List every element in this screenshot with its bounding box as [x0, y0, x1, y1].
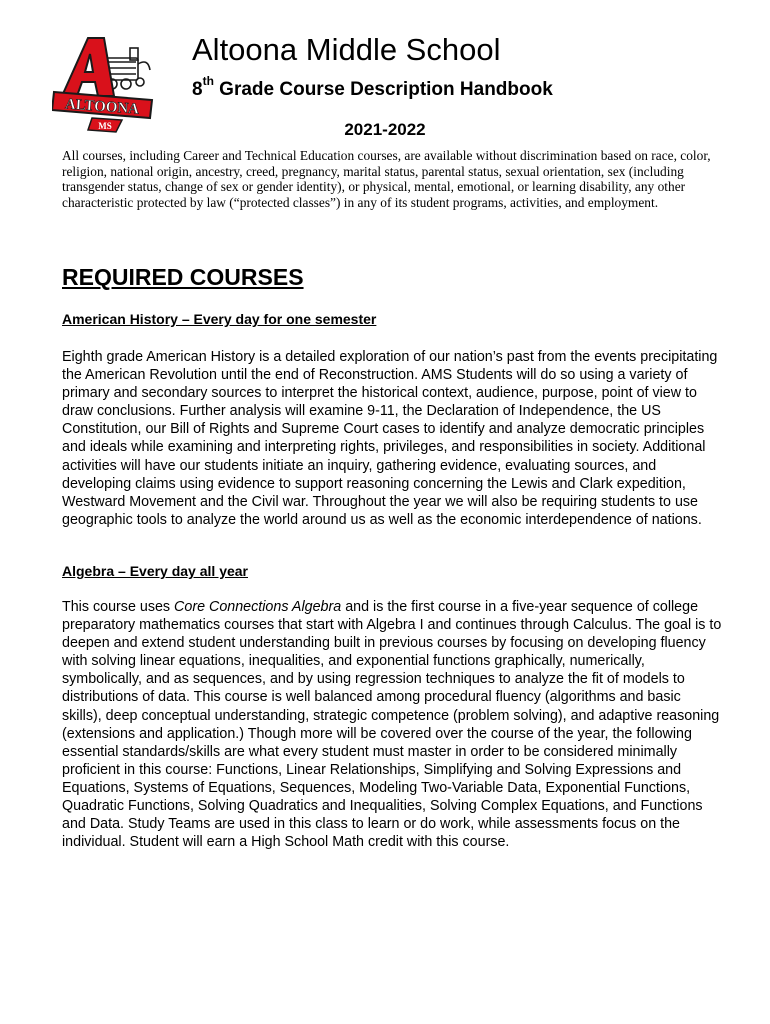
page-subtitle [192, 73, 553, 102]
course-heading-american-history: American History – Every day for one semester [62, 311, 377, 327]
course-heading-algebra: Algebra – Every day all year [62, 563, 248, 579]
course-description-algebra [62, 598, 724, 851]
logo-ms-text: MS [98, 121, 112, 131]
subtitle-grade-suffix: th [202, 73, 214, 88]
section-heading-required-courses: REQUIRED COURSES [62, 264, 304, 290]
course-description-american-history: Eighth grade American History is a detailed exploration of our nation’s past from the events precipitating the American Revolution until the end of Reconstruction. AMS Students will do so using a variety of primary and secondary sources to interpret the historical context, audience, purpose, point of view to draw conclusions. Further analysis will examine 9-11, the Declaration of Independence, the US Constitution, our Bill of Rights and Supreme Court cases to identify and analyze democratic principles and ideals while examining and interpreting rights, privileges, and responsibilities in society. Additional activities will have our students initiate an inquiry, gathering evidence, evaluating sources, and developing claims using evidence to support reasoning concerning the Lewis and Clark expedition, Westward Movement and the Civil war. Throughout the year we will also be requiring students to use geographic tools to analyze the world around us as well as the economic interdependence of nations. [62, 349, 718, 528]
school-year: 2021-2022 [344, 120, 426, 139]
textbook-title: Core Connections Algebra [174, 599, 342, 615]
algebra-text-start: This course uses [62, 599, 175, 615]
non-discrimination-statement: All courses, including Career and Technical Education courses, are available without discrimination based on race, color, religion, national origin, ancestry, creed, pregnancy, marital status, parental status, sexual orientation, sex (including transgender status, change of sex or gender identity), or physical, mental, emotional, or learning disability, any other characteristic protected by law (“protected classes”) in any of its student programs, activities, and employment. [62, 148, 711, 210]
logo-text: ALTOONA [64, 96, 140, 118]
letter-a-shape [62, 38, 114, 96]
subtitle-grade-number: 8 [192, 79, 203, 100]
page-title: Altoona Middle School [192, 32, 501, 67]
subtitle-text: Grade Course Description Handbook [213, 79, 553, 100]
algebra-text-rest: and is the first course in a five-year sequence of college preparatory mathematics courses that start with Algebra I and continues through Calculus. The goal is to deepen and extend student understanding built in previous courses by focusing on developing fluency with solving linear equations, inequalities, and exponential functions graphically, numerically, symbolically, and as sequences, and by using regression techniques to analyze the fit of models to distributions of data. This course is well balanced among procedural fluency (algorithms and basic skills), deep conceptual understanding, strategic competence (problem solving), and adaptive reasoning (extensions and application.) Though more will be covered over the course of the year, the following essential standards/skills are what every student must master in order to be considered minimally proficient in this course: Functions, Linear Relationships, Simplifying and Solving Expressions and Equations, Systems of Equations, Sequences, Modeling Two-Variable Data, Exponential Functions, Quadratic Functions, Solving Quadratics and Inequalities, Solving Complex Equations, and Functions and Data. Study Teams are used in this class to learn or do work, while assessments focus on the individual. Student will earn a High School Math credit with this course. [62, 599, 722, 851]
